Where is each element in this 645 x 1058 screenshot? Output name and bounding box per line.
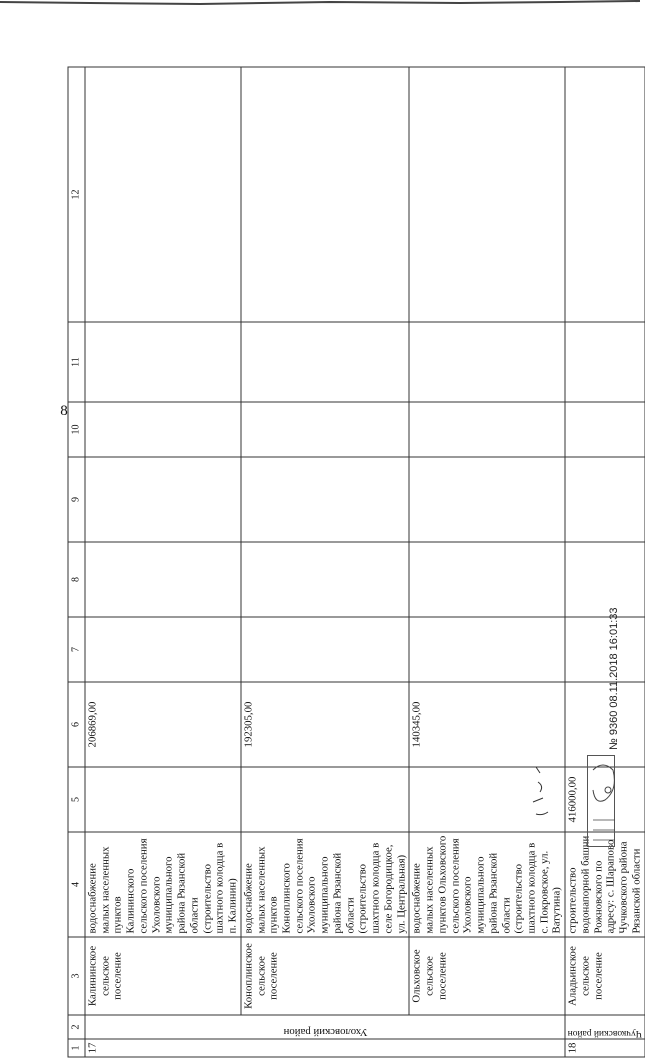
table-row xyxy=(241,67,410,1057)
amount-col6: 192305,00 xyxy=(241,682,410,767)
column-number: 5 xyxy=(68,767,85,832)
purpose-text: строительство водонапорной башни Рожновского по адресу: с. Шарапово Чучковского района Рязанской области xyxy=(565,832,644,937)
empty-cell xyxy=(565,402,644,457)
empty-cell xyxy=(241,322,410,402)
registration-number-stamp xyxy=(600,605,640,755)
amount-col5 xyxy=(241,767,410,832)
column-number: 9 xyxy=(68,457,85,542)
table-row xyxy=(85,67,241,1057)
purpose-text: водоснабжение малых населенных пунктов Калининского сельского поселения Ухоловского муниципального района Рязанской области (строительство шахтного колодца в п. Калинин) xyxy=(85,832,241,937)
empty-cell xyxy=(409,67,565,322)
empty-cell xyxy=(241,402,410,457)
column-number: 3 xyxy=(68,937,85,1015)
empty-cell xyxy=(241,617,410,682)
settlement-name: Калининское сельское поселение xyxy=(85,937,241,1015)
pen-scribble xyxy=(528,762,568,822)
settlement-name: Ольховское сельское поселение xyxy=(409,937,565,1015)
column-number-row xyxy=(68,67,85,1057)
empty-cell xyxy=(85,617,241,682)
empty-cell xyxy=(409,617,565,682)
column-number: 1 xyxy=(68,1039,85,1057)
settlement-name: Коноплинское сельское поселение xyxy=(241,937,410,1015)
column-number: 10 xyxy=(68,402,85,457)
purpose-text: водоснабжение малых населенных пунктов Коноплинского сельского поселения Ухоловского муниципального района Рязанской области (строительство шахтного колодца в селе Богородицкое, ул. Центральная) xyxy=(241,832,410,937)
empty-cell xyxy=(241,67,410,322)
amount-col6: 206869,00 xyxy=(85,682,241,767)
empty-cell xyxy=(409,457,565,542)
empty-cell xyxy=(565,67,644,322)
district-name: Чучковский район xyxy=(565,1015,644,1039)
empty-cell xyxy=(241,457,410,542)
column-number: 6 xyxy=(68,682,85,767)
empty-cell xyxy=(85,457,241,542)
empty-cell xyxy=(85,402,241,457)
column-number: 12 xyxy=(68,67,85,322)
empty-cell xyxy=(409,542,565,617)
column-number: 2 xyxy=(68,1015,85,1039)
table-row xyxy=(565,67,644,1057)
row-number: 18 xyxy=(565,1039,644,1057)
empty-cell xyxy=(85,67,241,322)
empty-cell xyxy=(85,542,241,617)
empty-cell xyxy=(85,322,241,402)
column-number: 8 xyxy=(68,542,85,617)
amount-col6: 140345,00 xyxy=(409,682,565,767)
page-number: 8 xyxy=(54,403,74,420)
district-name: Ухоловский район xyxy=(85,1015,565,1039)
table-row xyxy=(409,67,565,1057)
empty-cell xyxy=(241,542,410,617)
column-number: 7 xyxy=(68,617,85,682)
empty-cell xyxy=(565,457,644,542)
empty-cell xyxy=(565,322,644,402)
budget-table xyxy=(68,67,645,1058)
registration-number-text: № 9360 08.11.2018 16:01:33 xyxy=(608,608,620,751)
scan-top-edge xyxy=(0,0,640,10)
purpose-text: водоснабжение малых населенных пунктов Ольховского сельского поселения Ухоловского муниципального района Рязанской области (строительство шахтного колодца в с. Покровское, ул. Ватутина) xyxy=(409,832,565,937)
amount-col5: 416000,00 xyxy=(565,767,644,832)
rotated-table-region xyxy=(68,168,453,1058)
empty-cell xyxy=(409,402,565,457)
settlement-name: Аладьинское сельское поселение xyxy=(565,937,644,1015)
empty-cell xyxy=(409,322,565,402)
row-number: 17 xyxy=(85,1039,565,1057)
amount-col5 xyxy=(85,767,241,832)
column-number: 4 xyxy=(68,832,85,937)
column-number: 11 xyxy=(68,322,85,402)
